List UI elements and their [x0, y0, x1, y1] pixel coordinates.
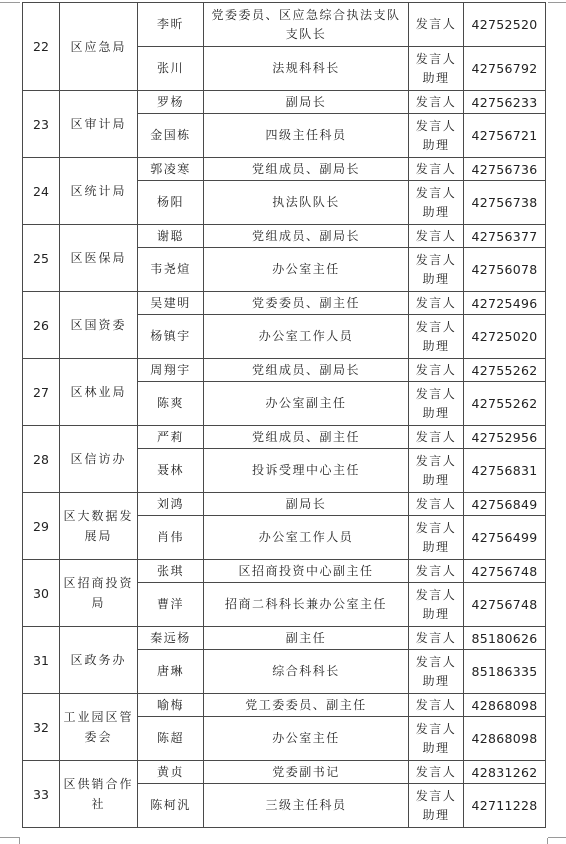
person-title: 副局长 — [204, 493, 409, 516]
entry-number: 32 — [23, 694, 60, 761]
crop-mark-bottom-right-h — [548, 837, 566, 838]
person-title: 三级主任科员 — [204, 784, 409, 828]
person-name: 秦远杨 — [138, 627, 204, 650]
person-role: 发言人 — [409, 493, 464, 516]
phone-number: 42756233 — [464, 91, 546, 114]
phone-number: 42756738 — [464, 181, 546, 225]
person-title: 党工委委员、副主任 — [204, 694, 409, 717]
person-title: 党组成员、副局长 — [204, 225, 409, 248]
person-name: 陈柯汎 — [138, 784, 204, 828]
person-name: 陈超 — [138, 717, 204, 761]
person-role: 发言人助理 — [409, 315, 464, 359]
person-name: 唐琳 — [138, 650, 204, 694]
phone-number: 42756748 — [464, 560, 546, 583]
person-title: 区招商投资中心副主任 — [204, 560, 409, 583]
person-title: 党组成员、副局长 — [204, 158, 409, 181]
person-title: 投诉受理中心主任 — [204, 449, 409, 493]
person-role: 发言人 — [409, 225, 464, 248]
department-name: 区应急局 — [60, 3, 138, 91]
person-role: 发言人 — [409, 359, 464, 382]
crop-mark-bottom-left-h — [0, 837, 20, 838]
person-name: 金国栋 — [138, 114, 204, 158]
person-name: 杨镇宇 — [138, 315, 204, 359]
table-row — [23, 426, 546, 449]
department-name: 区招商投资局 — [60, 560, 138, 627]
phone-number: 42755262 — [464, 359, 546, 382]
person-title: 办公室副主任 — [204, 382, 409, 426]
department-name: 区大数据发展局 — [60, 493, 138, 560]
table-row — [23, 694, 546, 717]
phone-number: 42725020 — [464, 315, 546, 359]
person-name: 周翔宇 — [138, 359, 204, 382]
person-name: 吴建明 — [138, 292, 204, 315]
department-name: 区政务办 — [60, 627, 138, 694]
person-role: 发言人 — [409, 3, 464, 47]
person-role: 发言人助理 — [409, 516, 464, 560]
table-row — [23, 91, 546, 114]
phone-number: 42756499 — [464, 516, 546, 560]
table-row — [23, 359, 546, 382]
person-role: 发言人助理 — [409, 47, 464, 91]
entry-number: 22 — [23, 3, 60, 91]
person-name: 郭凌寒 — [138, 158, 204, 181]
person-role: 发言人 — [409, 91, 464, 114]
phone-number: 85186335 — [464, 650, 546, 694]
crop-mark-bottom-left-v — [19, 838, 20, 844]
phone-number: 42752520 — [464, 3, 546, 47]
person-role: 发言人 — [409, 158, 464, 181]
person-role: 发言人助理 — [409, 114, 464, 158]
person-title: 党委副书记 — [204, 761, 409, 784]
phone-number: 42831262 — [464, 761, 546, 784]
phone-number: 42756377 — [464, 225, 546, 248]
person-role: 发言人助理 — [409, 181, 464, 225]
phone-number: 42756831 — [464, 449, 546, 493]
phone-number: 42725496 — [464, 292, 546, 315]
person-name: 杨阳 — [138, 181, 204, 225]
person-title: 四级主任科员 — [204, 114, 409, 158]
phone-number: 42756721 — [464, 114, 546, 158]
person-role: 发言人助理 — [409, 248, 464, 292]
person-title: 综合科科长 — [204, 650, 409, 694]
person-title: 党组成员、副局长 — [204, 359, 409, 382]
phone-number: 42755262 — [464, 382, 546, 426]
spokesperson-table — [22, 2, 546, 828]
phone-number: 42752956 — [464, 426, 546, 449]
phone-number: 42756736 — [464, 158, 546, 181]
person-title: 法规科科长 — [204, 47, 409, 91]
phone-number: 42756849 — [464, 493, 546, 516]
phone-number: 42756078 — [464, 248, 546, 292]
department-name: 工业园区管委会 — [60, 694, 138, 761]
person-role: 发言人助理 — [409, 717, 464, 761]
department-name: 区医保局 — [60, 225, 138, 292]
phone-number: 85180626 — [464, 627, 546, 650]
person-name: 严莉 — [138, 426, 204, 449]
person-name: 陈爽 — [138, 382, 204, 426]
person-title: 办公室主任 — [204, 248, 409, 292]
table-row — [23, 493, 546, 516]
person-name: 张川 — [138, 47, 204, 91]
entry-number: 25 — [23, 225, 60, 292]
person-name: 黄贞 — [138, 761, 204, 784]
person-name: 谢聪 — [138, 225, 204, 248]
person-name: 喻梅 — [138, 694, 204, 717]
person-title: 党委委员、副主任 — [204, 292, 409, 315]
entry-number: 27 — [23, 359, 60, 426]
person-role: 发言人助理 — [409, 784, 464, 828]
person-title: 办公室工作人员 — [204, 315, 409, 359]
person-title: 招商二科科长兼办公室主任 — [204, 583, 409, 627]
person-title: 办公室工作人员 — [204, 516, 409, 560]
person-title: 办公室主任 — [204, 717, 409, 761]
entry-number: 26 — [23, 292, 60, 359]
table-row — [23, 627, 546, 650]
person-name: 张琪 — [138, 560, 204, 583]
department-name: 区统计局 — [60, 158, 138, 225]
department-name: 区国资委 — [60, 292, 138, 359]
person-role: 发言人 — [409, 560, 464, 583]
table-row — [23, 560, 546, 583]
person-role: 发言人 — [409, 694, 464, 717]
phone-number: 42756748 — [464, 583, 546, 627]
phone-number: 42711228 — [464, 784, 546, 828]
phone-number: 42756792 — [464, 47, 546, 91]
person-title: 执法队队长 — [204, 181, 409, 225]
entry-number: 29 — [23, 493, 60, 560]
person-role: 发言人 — [409, 761, 464, 784]
department-name: 区信访办 — [60, 426, 138, 493]
person-title: 党委委员、区应急综合执法支队支队长 — [204, 3, 409, 47]
person-name: 肖伟 — [138, 516, 204, 560]
table-row — [23, 3, 546, 47]
department-name: 区供销合作社 — [60, 761, 138, 828]
table-row — [23, 158, 546, 181]
person-name: 李昕 — [138, 3, 204, 47]
table-row — [23, 225, 546, 248]
phone-number: 42868098 — [464, 717, 546, 761]
entry-number: 30 — [23, 560, 60, 627]
table-body — [23, 3, 546, 828]
crop-mark-top-left-h — [0, 2, 20, 3]
person-role: 发言人 — [409, 627, 464, 650]
person-role: 发言人助理 — [409, 382, 464, 426]
person-name: 曹洋 — [138, 583, 204, 627]
table-row — [23, 761, 546, 784]
person-title: 副主任 — [204, 627, 409, 650]
person-name: 刘鸿 — [138, 493, 204, 516]
person-role: 发言人助理 — [409, 650, 464, 694]
entry-number: 23 — [23, 91, 60, 158]
person-name: 韦尧煊 — [138, 248, 204, 292]
entry-number: 28 — [23, 426, 60, 493]
person-role: 发言人助理 — [409, 449, 464, 493]
crop-mark-top-right-h — [548, 2, 566, 3]
phone-number: 42868098 — [464, 694, 546, 717]
person-name: 聂林 — [138, 449, 204, 493]
person-name: 罗杨 — [138, 91, 204, 114]
entry-number: 31 — [23, 627, 60, 694]
entry-number: 33 — [23, 761, 60, 828]
table-row — [23, 292, 546, 315]
department-name: 区林业局 — [60, 359, 138, 426]
person-title: 党组成员、副主任 — [204, 426, 409, 449]
person-role: 发言人助理 — [409, 583, 464, 627]
department-name: 区审计局 — [60, 91, 138, 158]
person-title: 副局长 — [204, 91, 409, 114]
person-role: 发言人 — [409, 426, 464, 449]
entry-number: 24 — [23, 158, 60, 225]
crop-mark-bottom-right-v — [547, 838, 548, 844]
person-role: 发言人 — [409, 292, 464, 315]
